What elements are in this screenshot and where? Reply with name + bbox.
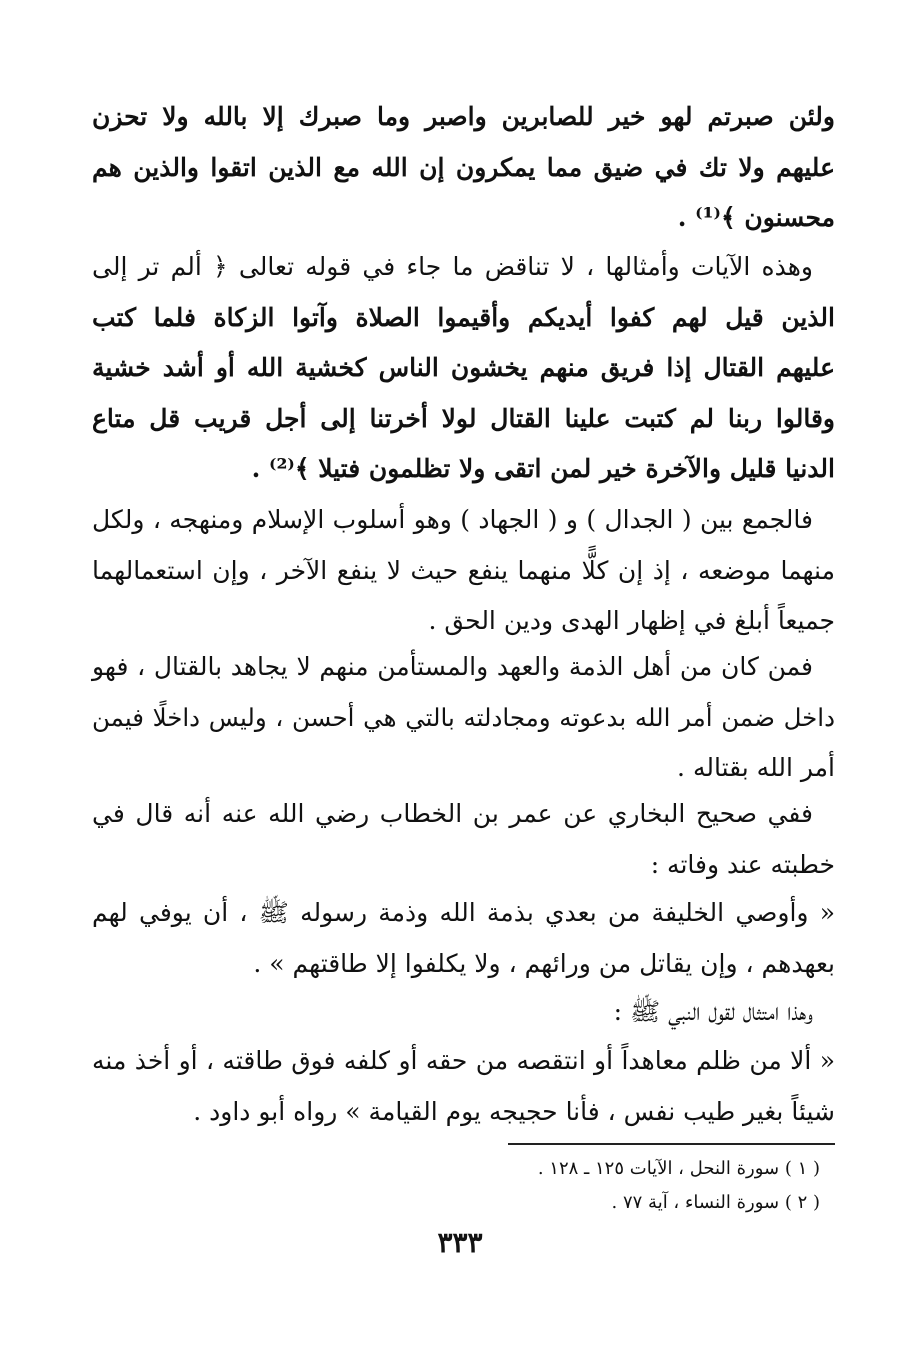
text-line: شيئاً بغير طيب نفس ، فأنا حجيجه يوم القيامة » رواه أبو داود . bbox=[193, 1096, 835, 1126]
footnote-1: ( ١ ) سورة النحل ، الآيات ١٢٥ ـ ١٢٨ . bbox=[537, 1158, 820, 1179]
text-line: أمر الله بقتاله . bbox=[677, 753, 835, 782]
hadith-quote-2 bbox=[92, 1036, 835, 1137]
hadith-quote-1 bbox=[92, 888, 835, 989]
paragraph-2 bbox=[92, 242, 835, 495]
paragraph-3 bbox=[92, 495, 835, 647]
footnotes bbox=[300, 1152, 820, 1220]
text-line: وقالوا ربنا لم كتبت علينا القتال لولا أخرتنا إلى أجل قريب قل متاع bbox=[92, 403, 835, 433]
text-line: جميعاً أبلغ في إظهار الهدى ودين الحق . bbox=[428, 606, 835, 635]
text-line: منهما موضعه ، إذ إن كلًّا منهما ينفع حيث لا ينفع الآخر ، وإن استعمالهما bbox=[92, 555, 835, 585]
text-line: ولئن صبرتم لهو خير للصابرين واصبر وما صبرك إلا بالله ولا تحزن bbox=[92, 102, 835, 131]
paragraph-4 bbox=[92, 642, 835, 794]
text-line: عليهم ولا تك في ضيق مما يمكرون إن الله مع الذين اتقوا والذين هم bbox=[92, 152, 835, 182]
footnote-divider bbox=[508, 1143, 835, 1145]
text-line: وهذا امتثال لقول النبي ﷺ : bbox=[613, 997, 813, 1026]
quran-paragraph-1 bbox=[92, 92, 835, 244]
text-line: الدنيا قليل والآخرة خير لمن اتقى ولا تظلمون فتيلا ﴾⁽²⁾ . bbox=[251, 454, 835, 483]
paragraph-5 bbox=[92, 789, 835, 890]
text-line: ففي صحيح البخاري عن عمر بن الخطاب رضي الله عنه أنه قال في bbox=[92, 799, 813, 828]
footnote-2: ( ٢ ) سورة النساء ، آية ٧٧ . bbox=[611, 1192, 820, 1213]
text-line: عليهم القتال إذا فريق منهم يخشون الناس كخشية الله أو أشد خشية bbox=[92, 353, 835, 382]
text-line: محسنون ﴾⁽¹⁾ . bbox=[677, 203, 835, 232]
text-line: خطبته عند وفاته : bbox=[650, 849, 835, 879]
text-line: بعهدهم ، وإن يقاتل من ورائهم ، ولا يكلفوا إلا طاقتهم » . bbox=[253, 948, 835, 978]
text-line: فمن كان من أهل الذمة والعهد والمستأمن منهم لا يجاهد بالقتال ، فهو bbox=[92, 652, 813, 681]
text-line: فالجمع بين ( الجدال ) و ( الجهاد ) وهو أسلوب الإسلام ومنهجه ، ولكل bbox=[92, 505, 813, 534]
page-number: ٣٣٣ bbox=[437, 1226, 483, 1259]
text-line: « وأوصي الخليفة من بعدي بذمة الله وذمة رسوله ﷺ ، أن يوفي لهم bbox=[92, 898, 835, 927]
paragraph-7 bbox=[92, 987, 835, 1038]
text-line: وهذه الآيات وأمثالها ، لا تناقض ما جاء في قوله تعالى ﴿ ألم تر إلى bbox=[92, 252, 813, 281]
text-line: الذين قيل لهم كفوا أيديكم وأقيموا الصلاة وآتوا الزكاة فلما كتب bbox=[92, 302, 835, 332]
text-line: داخل ضمن أمر الله بدعوته ومجادلته بالتي هي أحسن ، وليس داخلًا فيمن bbox=[92, 702, 835, 732]
text-line: « ألا من ظلم معاهداً أو انتقصه من حقه أو كلفه فوق طاقته ، أو أخذ منه bbox=[92, 1046, 835, 1075]
